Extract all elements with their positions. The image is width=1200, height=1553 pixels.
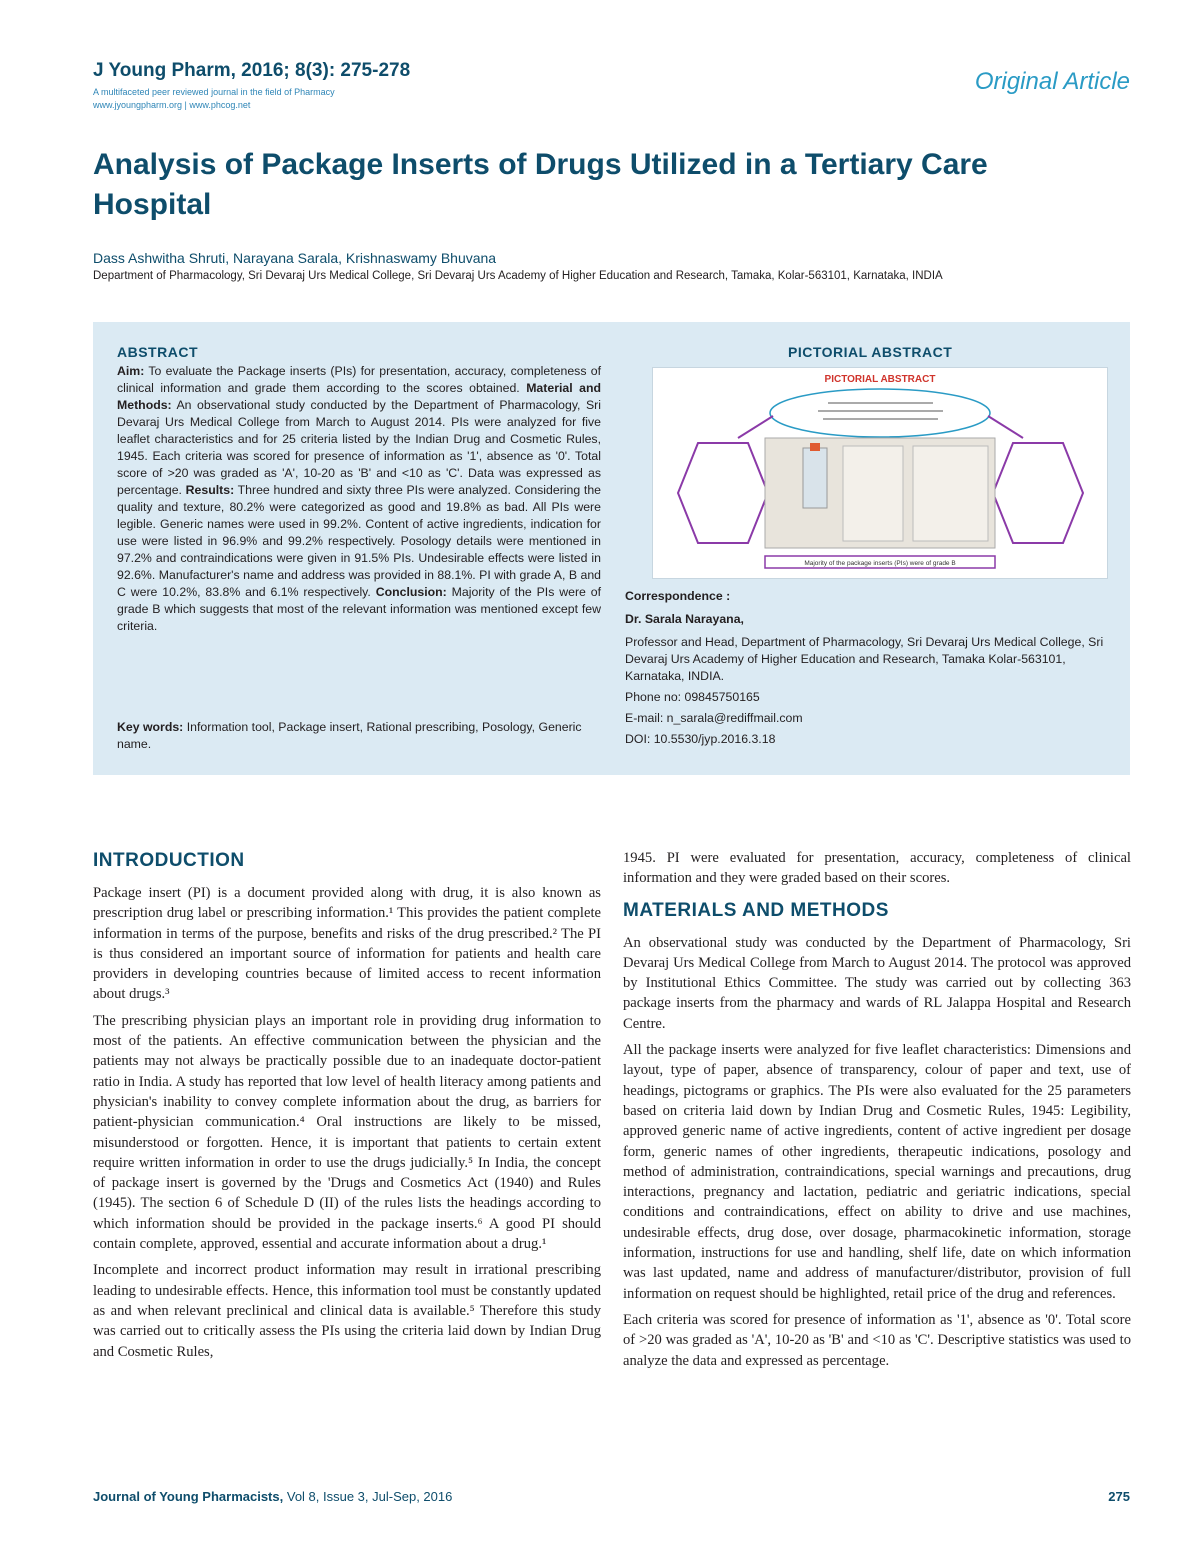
arrow-right	[988, 416, 1023, 438]
right-column-body	[623, 848, 1131, 1377]
keywords-text: Information tool, Package insert, Rational prescribing, Posology, Generic name.	[117, 720, 582, 751]
introduction-body	[93, 883, 601, 1368]
pictorial-caption: Majority of the package inserts (PIs) were of grade B	[804, 560, 956, 567]
footer-journal: Journal of Young Pharmacists,	[93, 1489, 284, 1504]
results-text: Three hundred and sixty three PIs were analyzed. Considering the quality and texture, 80.2% were categorized as good and 19.8% as bad. All PIs were legible. Generic names were used in 99.2%. Content of active ingredients, indication for use were listed in 96.9% and 99.2% respectively. Posology details were mentioned in 97.2% and contraindications were given in 91.5% PIs. Undesirable effects were listed in 92.6%. Manufacturer's name and address was provided in 88.1%. PI with grade A, B and C were 10.2%, 83.8% and 6.1% respectively.	[117, 483, 601, 599]
doi[interactable]: DOI: 10.5530/jyp.2016.3.18	[625, 732, 776, 746]
methods-paragraph-2: All the package inserts were analyzed for five leaflet characteristics: Dimensions and layout, type of paper, absence of transparency, colour of paper and text, use of headings, pictograms or graphics. The PIs were also evaluated for the 25 parameters based on criteria laid down by Indian Drug and Cosmetic Rules, 1945: Legibility, approved generic name of active ingredients, content of active ingredient per dosage form, generic names of other ingredients, therapeutic indications, posology and method of administration, contraindications, special warnings and precautions, drug interactions, pregnancy and lactation, pediatric and geriatric indications, special conditions and contraindications, effect on ability to drive and use machines, undesirable effects, drug dose, over dosage, pharmacokinetic information, storage information, instructions for use and handling, shelf life, date on which information was last updated, name and address of manufacturer/distributor, provision of full information on request should be highlighted, retail price of the drug and references.	[623, 1042, 1131, 1302]
results-label: Results:	[185, 483, 235, 497]
pictorial-abstract-image	[652, 367, 1108, 579]
correspondent-name: Dr. Sarala Narayana,	[625, 612, 744, 626]
journal-citation: J Young Pharm, 2016; 8(3): 275-278	[93, 60, 411, 81]
pictorial-abstract-figure	[653, 368, 1107, 578]
paper-title: Analysis of Package Inserts of Drugs Utilized in a Tertiary Care Hospital	[93, 148, 988, 221]
conclusion-text: Majority of the PIs were of grade B which suggests that most of the relevant information was mentioned except few criteria.	[117, 585, 602, 633]
affiliation: Department of Pharmacology, Sri Devaraj Urs Medical College, Sri Devaraj Urs Academy of Higher Education and Research, Tamaka, Kolar-563101, Karnataka, INDIA	[93, 270, 943, 282]
correspondent-address: Professor and Head, Department of Pharmacology, Sri Devaraj Urs Medical College, Sri Devaraj Urs Academy of Higher Education and Research, Tamaka Kolar-563101, Karnataka, INDIA.	[625, 635, 1104, 683]
journal-urls[interactable]: www.jyoungpharm.org | www.phcog.net	[93, 100, 251, 110]
footer-issue: Vol 8, Issue 3, Jul-Sep, 2016	[286, 1489, 453, 1504]
pictorial-abstract-heading: PICTORIAL ABSTRACT	[788, 344, 953, 360]
footer-citation	[93, 1489, 452, 1504]
journal-tagline	[93, 86, 335, 112]
objective-ellipse	[770, 389, 990, 437]
conclusion-label: Conclusion:	[375, 585, 447, 599]
intro-paragraph-3: Incomplete and incorrect product information may result in irrational prescribing leading to undesirable effects. Hence, this information tool must be constantly updated as and when relevant preclinical and clinical data is available.⁵ Therefore this study was carried out to critically assess the PIs using the criteria laid down by Indian Drug and Cosmetic Rules,	[93, 1262, 601, 1360]
keywords	[117, 719, 601, 753]
methods-label: Material and Methods:	[117, 381, 601, 412]
aim-label: Aim:	[117, 364, 145, 378]
intro-paragraph-1: Package insert (PI) is a document provided along with drug, it is also known as prescription drug label or prescribing information.¹ This provides the patient complete information in terms of the purpose, benefits and risks of the drug prescribed.² The PI is thus considered an important source of information for patients and health care providers in developing countries because of limited access to recent information about drugs.³	[93, 885, 601, 1003]
intro-continuation: 1945. PI were evaluated for presentation, accuracy, completeness of clinical information and they were graded based on their scores.	[623, 850, 1131, 887]
right-hexagon	[993, 443, 1083, 543]
aim-text: To evaluate the Package inserts (PIs) for presentation, accuracy, completeness of clinical information and grade them according to the scores obtained.	[117, 364, 601, 395]
correspondence	[625, 588, 1115, 748]
tagline-text: A multifaceted peer reviewed journal in the field of Pharmacy	[93, 87, 335, 97]
article-type: Original Article	[974, 68, 1130, 95]
left-hexagon	[678, 443, 768, 543]
methods-text: An observational study conducted by the Department of Pharmacology, Sri Devaraj Urs Medical College from March to August 2014. PIs were analyzed for five leaflet characteristics and for 25 criteria listed by the Indian Drug and Cosmetic Rules, 1945. Each criteria was scored for presence of information as '1', absence as '0'. Total score of >20 was graded as 'A', 10-20 as 'B' and <10 as 'C'. Data was expressed as percentage.	[117, 398, 601, 497]
correspondence-label: Correspondence :	[625, 589, 731, 603]
intro-paragraph-2: The prescribing physician plays an important role in providing drug information to most of the patients. An effective communication between the physician and the patients may not always be practically possible due to an inadequate doctor-patient ratio in India. A study has reported that low level of health literacy among patients and physician's inability to convey complete information about the drug, as barriers for patient-physician communication.⁴ Oral instructions are likely to be missed, misunderstood or forgotten. Hence, it is important that patients to certain extent require written information in order to use the drugs judicially.⁵ In India, the concept of package insert is governed by the 'Drugs and Cosmetics Act (1940) and Rules (1945). The section 6 of Schedule D (II) of the rules lists the headings according to which information should be provided in the package inserts.⁶ A good PI should contain complete, approved, essential and accurate information about a drug.¹	[93, 1012, 601, 1253]
arrow-left	[738, 416, 773, 438]
abstract-body	[117, 363, 601, 635]
authors: Dass Ashwitha Shruti, Narayana Sarala, Krishnaswamy Bhuvana	[93, 250, 497, 266]
correspondent-email[interactable]: E-mail: n_sarala@rediffmail.com	[625, 711, 803, 725]
methods-paragraph-3: Each criteria was scored for presence of information as '1', absence as '0'. Total score of >20 was graded as 'A', 10-20 as 'B' and <10 as 'C'. Descriptive statistics was used to analyze the data and expressed as percentage.	[623, 1311, 1131, 1369]
methods-paragraph-1: An observational study was conducted by the Department of Pharmacology, Sri Devaraj Urs Medical College from March to August 2014. The protocol was approved by Institutional Ethics Committee. The study was carried out by collecting 363 package inserts from the pharmacy and wards of RL Jalappa Hospital and Research Centre.	[623, 934, 1131, 1032]
correspondent-phone: Phone no: 09845750165	[625, 690, 760, 704]
page-number: 275	[1108, 1489, 1130, 1504]
introduction-heading: INTRODUCTION	[93, 850, 245, 871]
methods-heading: MATERIALS AND METHODS	[623, 899, 889, 921]
abstract-heading: ABSTRACT	[117, 344, 198, 360]
pictorial-inner-title: PICTORIAL ABSTRACT	[824, 374, 936, 385]
keywords-label: Key words:	[117, 720, 184, 734]
